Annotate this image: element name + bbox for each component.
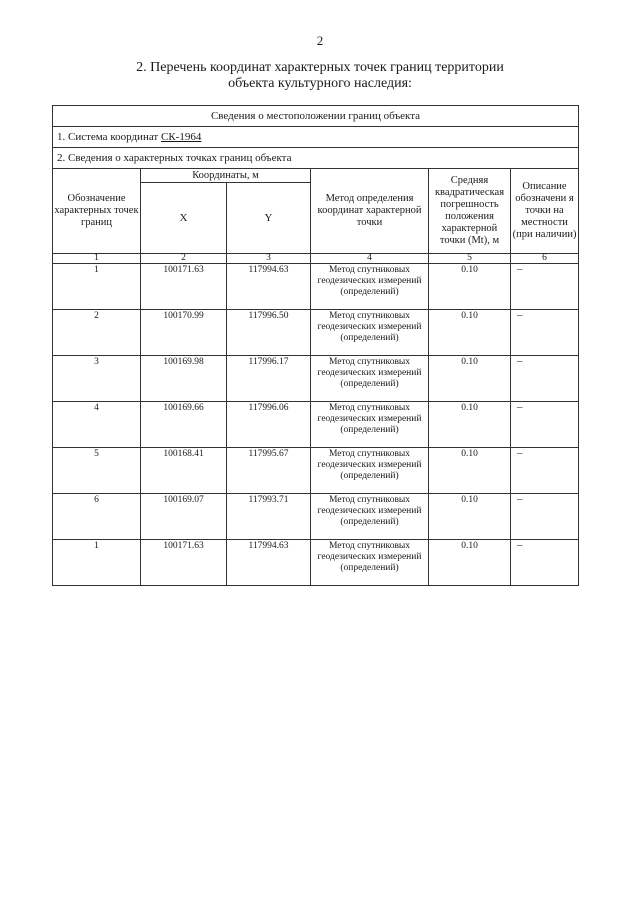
table-row bbox=[53, 310, 579, 356]
point-cell: 5 bbox=[53, 448, 141, 494]
x-cell: 100171.63 bbox=[141, 264, 227, 310]
points-section-title: 2. Сведения о характерных точках границ объекта bbox=[53, 148, 579, 169]
point-cell: 2 bbox=[53, 310, 141, 356]
coordinates-table bbox=[52, 105, 579, 586]
x-cell: 100170.99 bbox=[141, 310, 227, 356]
method-cell: Метод спутниковых геодезических измерений (определений) bbox=[311, 540, 429, 586]
column-number: 4 bbox=[311, 254, 429, 264]
accuracy-cell: 0.10 bbox=[429, 494, 511, 540]
table-row bbox=[53, 448, 579, 494]
table-row bbox=[53, 540, 579, 586]
column-number: 6 bbox=[511, 254, 579, 264]
accuracy-cell: 0.10 bbox=[429, 540, 511, 586]
x-cell: 100171.63 bbox=[141, 540, 227, 586]
description-cell: – bbox=[511, 494, 579, 540]
method-cell: Метод спутниковых геодезических измерений (определений) bbox=[311, 494, 429, 540]
column-number: 3 bbox=[227, 254, 311, 264]
header-accuracy: Средняя квадратическая погрешность положения характерной точки (Mt), м bbox=[429, 169, 511, 254]
y-cell: 117996.17 bbox=[227, 356, 311, 402]
coord-system-row bbox=[53, 127, 579, 148]
point-cell: 6 bbox=[53, 494, 141, 540]
method-cell: Метод спутниковых геодезических измерений (определений) bbox=[311, 402, 429, 448]
description-cell: – bbox=[511, 264, 579, 310]
accuracy-cell: 0.10 bbox=[429, 402, 511, 448]
y-cell: 117994.63 bbox=[227, 540, 311, 586]
header-point-name: Обозначение характерных точек границ bbox=[53, 169, 141, 254]
header-method: Метод определения координат характерной точки bbox=[311, 169, 429, 254]
y-cell: 117996.06 bbox=[227, 402, 311, 448]
x-cell: 100168.41 bbox=[141, 448, 227, 494]
table-row bbox=[53, 356, 579, 402]
header-y: Y bbox=[227, 183, 311, 254]
accuracy-cell: 0.10 bbox=[429, 356, 511, 402]
y-cell: 117995.67 bbox=[227, 448, 311, 494]
accuracy-cell: 0.10 bbox=[429, 264, 511, 310]
y-cell: 117993.71 bbox=[227, 494, 311, 540]
description-cell: – bbox=[511, 540, 579, 586]
page-number: 2 bbox=[316, 33, 324, 48]
coord-system-label: 1. Система координат bbox=[57, 131, 161, 143]
heading-line-2: объекта культурного наследия: bbox=[228, 76, 412, 91]
y-cell: 117994.63 bbox=[227, 264, 311, 310]
point-cell: 4 bbox=[53, 402, 141, 448]
x-cell: 100169.07 bbox=[141, 494, 227, 540]
accuracy-cell: 0.10 bbox=[429, 448, 511, 494]
point-cell: 1 bbox=[53, 540, 141, 586]
accuracy-cell: 0.10 bbox=[429, 310, 511, 356]
point-cell: 1 bbox=[53, 264, 141, 310]
heading-line-1: 2. Перечень координат характерных точек границ территории bbox=[136, 60, 504, 75]
x-cell: 100169.66 bbox=[141, 402, 227, 448]
table-row bbox=[53, 264, 579, 310]
header-coordinates: Координаты, м bbox=[141, 169, 311, 183]
header-description: Описание обозначени я точки на местности (при наличии) bbox=[511, 169, 579, 254]
table-row bbox=[53, 494, 579, 540]
point-cell: 3 bbox=[53, 356, 141, 402]
y-cell: 117996.50 bbox=[227, 310, 311, 356]
method-cell: Метод спутниковых геодезических измерений (определений) bbox=[311, 448, 429, 494]
coord-system-name: СК-1964 bbox=[160, 131, 202, 143]
description-cell: – bbox=[511, 402, 579, 448]
x-cell: 100169.98 bbox=[141, 356, 227, 402]
column-number-row bbox=[53, 254, 579, 264]
section-heading bbox=[100, 60, 540, 92]
description-cell: – bbox=[511, 448, 579, 494]
table-row bbox=[53, 402, 579, 448]
column-number: 2 bbox=[141, 254, 227, 264]
header-x: X bbox=[141, 183, 227, 254]
column-number: 5 bbox=[429, 254, 511, 264]
method-cell: Метод спутниковых геодезических измерений (определений) bbox=[311, 356, 429, 402]
table-title: Сведения о местоположении границ объекта bbox=[53, 106, 579, 127]
method-cell: Метод спутниковых геодезических измерений (определений) bbox=[311, 264, 429, 310]
description-cell: – bbox=[511, 310, 579, 356]
method-cell: Метод спутниковых геодезических измерений (определений) bbox=[311, 310, 429, 356]
description-cell: – bbox=[511, 356, 579, 402]
column-number: 1 bbox=[53, 254, 141, 264]
